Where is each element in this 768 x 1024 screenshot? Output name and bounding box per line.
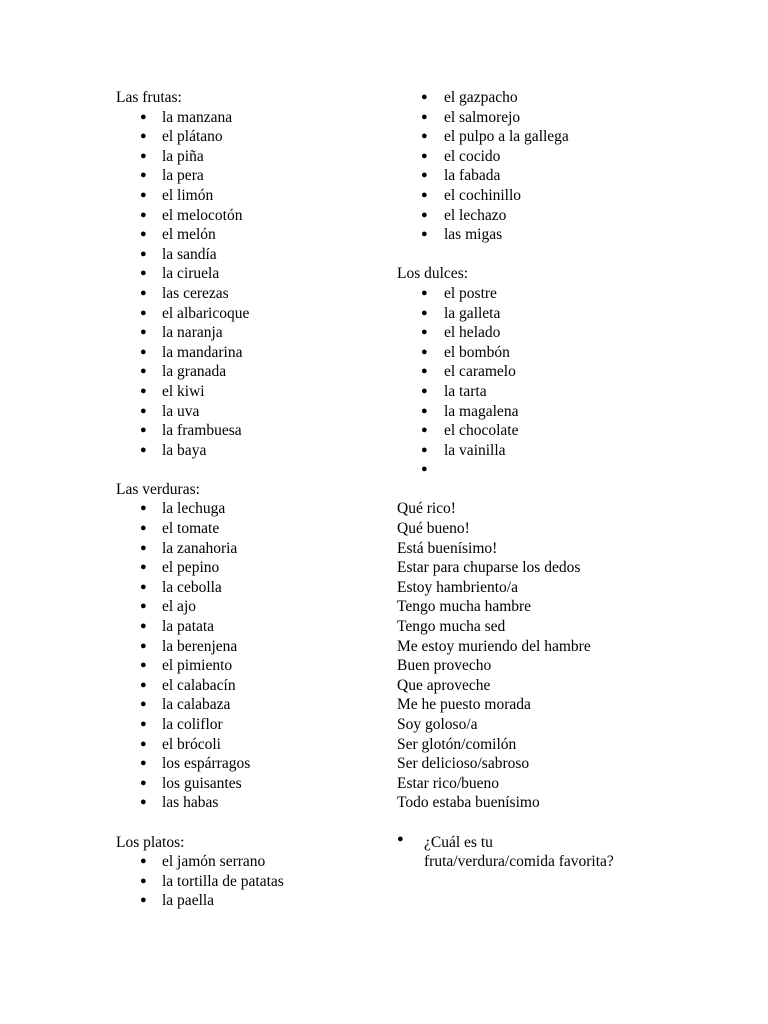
sweet-item (397, 304, 737, 324)
bullet-icon: ● (140, 678, 147, 691)
bullet-icon: ● (421, 345, 428, 358)
sweet-item (397, 382, 737, 402)
phrase-line: Tengo mucha sed (397, 618, 506, 636)
bullet-icon: ● (140, 306, 147, 319)
sweet-item (397, 323, 737, 343)
vegetable-item (116, 676, 386, 696)
vegetable-item (116, 774, 386, 794)
fruit-item (116, 304, 386, 324)
dish-item-label: el lechazo (444, 206, 507, 224)
vegetable-item (116, 793, 386, 813)
bullet-icon: ● (140, 796, 147, 809)
bullet-icon: ● (140, 149, 147, 162)
dish-item-label: la paella (162, 892, 215, 910)
vegetable-item-label: la berenjena (162, 637, 238, 655)
bullet-icon: ● (421, 365, 428, 378)
phrase-line: Ser delicioso/sabroso (397, 755, 530, 773)
bullet-icon: ● (421, 208, 428, 221)
fruit-item-label: la piña (162, 147, 204, 165)
vegetable-item-label: los guisantes (162, 774, 242, 792)
dish-item-label: el cocido (444, 147, 501, 165)
vegetable-item (116, 735, 386, 755)
vegetable-item-label: el tomate (162, 520, 220, 538)
bullet-icon: ● (140, 718, 147, 730)
bullet-icon: ● (140, 855, 147, 868)
fruit-item (116, 206, 386, 226)
phrases-list (397, 499, 737, 813)
fruit-item-label: la manzana (162, 108, 233, 126)
vegetable-item-label: el pepino (162, 559, 220, 577)
bullet-icon: ● (397, 832, 404, 845)
fruit-item (116, 362, 386, 382)
bullet-icon: ● (140, 620, 147, 633)
fruit-item (116, 323, 386, 343)
spacer (397, 813, 737, 833)
bullet-icon: ● (421, 384, 428, 397)
phrase-line: Buen provecho (397, 657, 492, 675)
phrase-line: Ser glotón/comilón (397, 735, 517, 753)
sweet-item (397, 362, 737, 382)
sweet-item (397, 402, 737, 422)
sweet-item-label: la tarta (444, 382, 487, 400)
bullet-icon: ● (140, 894, 147, 907)
bullet-icon: ● (140, 424, 147, 437)
bullet-icon: ● (421, 149, 428, 162)
vegetable-item (116, 754, 386, 774)
fruit-item (116, 441, 386, 461)
vegetable-item (116, 656, 386, 676)
fruit-item (116, 186, 386, 206)
bullet-icon: ● (140, 345, 147, 358)
vegetable-item (116, 539, 386, 559)
vegetable-item-label: la zanahoria (162, 539, 238, 557)
dish-item-label: la tortilla de patatas (162, 872, 284, 890)
fruit-item (116, 225, 386, 245)
vegetable-item-label: la lechuga (162, 500, 226, 518)
bullet-icon: ● (421, 424, 428, 437)
vegetable-item-label: el brócoli (162, 735, 221, 753)
bullet-icon: ● (140, 580, 147, 593)
fruit-item-label: el kiwi (162, 382, 205, 400)
vegetable-item (116, 715, 386, 735)
sweet-item-label: el chocolate (444, 422, 519, 440)
dish-item (397, 225, 737, 245)
vegetable-item-label: la coliflor (162, 716, 223, 733)
fruit-item-label: la granada (162, 363, 227, 381)
vegetables-heading: Las verduras: (116, 480, 200, 498)
fruits-list (116, 108, 386, 461)
bullet-icon: ● (421, 326, 428, 339)
bullet-icon: ● (421, 286, 428, 299)
bullet-icon: ● (140, 776, 147, 789)
fruit-item-label: la sandía (162, 245, 217, 263)
bullet-icon: ● (140, 874, 147, 887)
bullet-icon: ● (421, 169, 428, 182)
vegetable-item (116, 695, 386, 715)
bullet-icon: ● (421, 404, 428, 417)
left-column (116, 88, 386, 911)
sweets-list (397, 284, 737, 480)
spacer (397, 480, 737, 500)
bullet-icon: ● (140, 561, 147, 574)
bullet-icon: ● (140, 286, 147, 299)
dishes-heading: Los platos: (116, 833, 185, 851)
fruit-item (116, 264, 386, 284)
bullet-icon: ● (140, 600, 147, 613)
bullet-icon: ● (140, 228, 147, 241)
vegetable-item (116, 597, 386, 617)
vegetable-item-label: el pimiento (162, 657, 233, 675)
fruit-item-label: la naranja (162, 324, 223, 342)
dish-item-label: el pulpo a la gallega (444, 128, 569, 146)
dish-item (397, 108, 737, 128)
vegetable-item-label: la patata (162, 618, 215, 636)
bullet-icon: ● (140, 757, 147, 770)
bullet-icon: ● (421, 110, 428, 123)
sweet-item-label: el postre (444, 284, 497, 302)
phrase-line: Todo estaba buenísimo (397, 794, 540, 812)
phrase-line: Soy goloso/a (397, 716, 478, 733)
question-item (397, 833, 737, 872)
sweet-item (397, 284, 737, 304)
bullet-icon: ● (140, 365, 147, 378)
bullet-icon: ● (140, 267, 147, 280)
vegetable-item-label: la calabaza (162, 696, 231, 714)
fruit-item-label: el plátano (162, 128, 223, 146)
fruits-heading: Las frutas: (116, 89, 182, 106)
fruit-item-label: la baya (162, 441, 207, 459)
dishes-continued-list (397, 88, 737, 245)
fruit-item-label: la pera (162, 167, 204, 185)
vegetable-item (116, 558, 386, 578)
bullet-icon: ● (421, 130, 428, 143)
fruit-item-label: la ciruela (162, 265, 220, 283)
sweet-item (397, 441, 737, 461)
fruit-item-label: la frambuesa (162, 422, 242, 440)
dish-item (397, 206, 737, 226)
bullet-icon: ● (421, 443, 428, 456)
fruit-item (116, 127, 386, 147)
question-line-1: ¿Cuál es tu (424, 833, 493, 851)
fruit-item (116, 147, 386, 167)
fruit-item (116, 421, 386, 441)
bullet-icon: ● (140, 522, 147, 535)
dish-item-label: el salmorejo (444, 108, 521, 126)
dish-item (116, 891, 386, 911)
fruit-item-label: el albaricoque (162, 304, 250, 322)
sweet-item (397, 421, 737, 441)
phrase-line: Me estoy muriendo del hambre (397, 637, 591, 655)
fruit-item (116, 245, 386, 265)
bullet-icon: ● (140, 130, 147, 143)
fruit-item (116, 284, 386, 304)
question-line-2: fruta/verdura/comida favorita? (424, 853, 614, 871)
bullet-icon: ● (421, 188, 428, 201)
vegetable-item (116, 519, 386, 539)
bullet-icon: ● (140, 404, 147, 417)
sweet-item-label: la vainilla (444, 441, 506, 459)
spacer (397, 245, 737, 265)
sweet-item-label: el caramelo (444, 363, 516, 381)
sweets-heading: Los dulces: (397, 265, 469, 283)
dish-item (397, 127, 737, 147)
dish-item-label: la fabada (444, 167, 501, 185)
fruit-item-label: el melón (162, 226, 216, 244)
fruit-item (116, 382, 386, 402)
phrase-line: Qué rico! (397, 500, 456, 518)
dish-item (397, 88, 737, 108)
dishes-list (116, 852, 386, 911)
phrase-line: Estar rico/bueno (397, 774, 500, 792)
phrase-line: Estar para chuparse los dedos (397, 559, 581, 577)
sweet-item-label: la galleta (444, 304, 501, 322)
bullet-icon: ● (140, 208, 147, 221)
phrase-line: Me he puesto morada (397, 696, 531, 714)
fruit-item-label: las cerezas (162, 284, 229, 302)
dish-item (116, 872, 386, 892)
vegetable-item (116, 617, 386, 637)
sweet-item-label: el helado (444, 324, 501, 342)
vegetable-item-label: el calabacín (162, 676, 236, 694)
vegetable-item (116, 578, 386, 598)
vegetables-list (116, 499, 386, 813)
bullet-icon: ● (140, 326, 147, 339)
dish-item-label: el jamón serrano (162, 853, 266, 871)
fruit-item (116, 343, 386, 363)
fruit-item-label: la uva (162, 402, 200, 420)
dish-item-label: las migas (444, 226, 503, 244)
bullet-icon: ● (140, 737, 147, 750)
dish-item (397, 186, 737, 206)
sweet-item-label: el bombón (444, 343, 510, 361)
fruit-item-label: la mandarina (162, 343, 243, 361)
bullet-icon: ● (421, 306, 428, 319)
vegetable-item-label: los espárragos (162, 755, 251, 773)
sweet-item (397, 343, 737, 363)
bullet-icon: ● (140, 247, 147, 260)
vegetable-item-label: el ajo (162, 598, 196, 616)
right-column (397, 88, 737, 872)
bullet-icon: ● (140, 443, 147, 456)
bullet-icon: ● (421, 228, 428, 241)
bullet-icon: ● (421, 463, 428, 476)
bullet-icon: ● (140, 659, 147, 672)
bullet-icon: ● (421, 91, 428, 103)
fruit-item (116, 402, 386, 422)
vegetable-item-label: las habas (162, 794, 219, 812)
phrase-line: Estoy hambriento/a (397, 578, 518, 596)
phrase-line: Tengo mucha hambre (397, 598, 532, 616)
bullet-icon: ● (140, 384, 147, 397)
sweet-item (397, 460, 737, 480)
bullet-icon: ● (140, 502, 147, 515)
sweet-item-label: la magalena (444, 402, 519, 420)
fruit-item-label: el limón (162, 186, 214, 204)
vegetable-item-label: la cebolla (162, 578, 222, 596)
fruit-item (116, 108, 386, 128)
phrase-line: Que aproveche (397, 676, 491, 694)
fruit-item (116, 166, 386, 186)
vegetable-item (116, 637, 386, 657)
bullet-icon: ● (140, 639, 147, 652)
bullet-icon: ● (140, 541, 147, 554)
vegetable-item (116, 499, 386, 519)
dish-item (397, 166, 737, 186)
bullet-icon: ● (140, 169, 147, 182)
bullet-icon: ● (140, 110, 147, 123)
phrase-line: Qué bueno! (397, 520, 470, 538)
bullet-icon: ● (140, 698, 147, 711)
spacer (116, 460, 386, 480)
dish-item (397, 147, 737, 167)
dish-item (116, 852, 386, 872)
phrase-line: Está buenísimo! (397, 539, 498, 557)
dish-item-label: el cochinillo (444, 186, 522, 204)
dish-item-label: el gazpacho (444, 89, 518, 106)
fruit-item-label: el melocotón (162, 206, 243, 224)
spacer (116, 813, 386, 833)
bullet-icon: ● (140, 188, 147, 201)
